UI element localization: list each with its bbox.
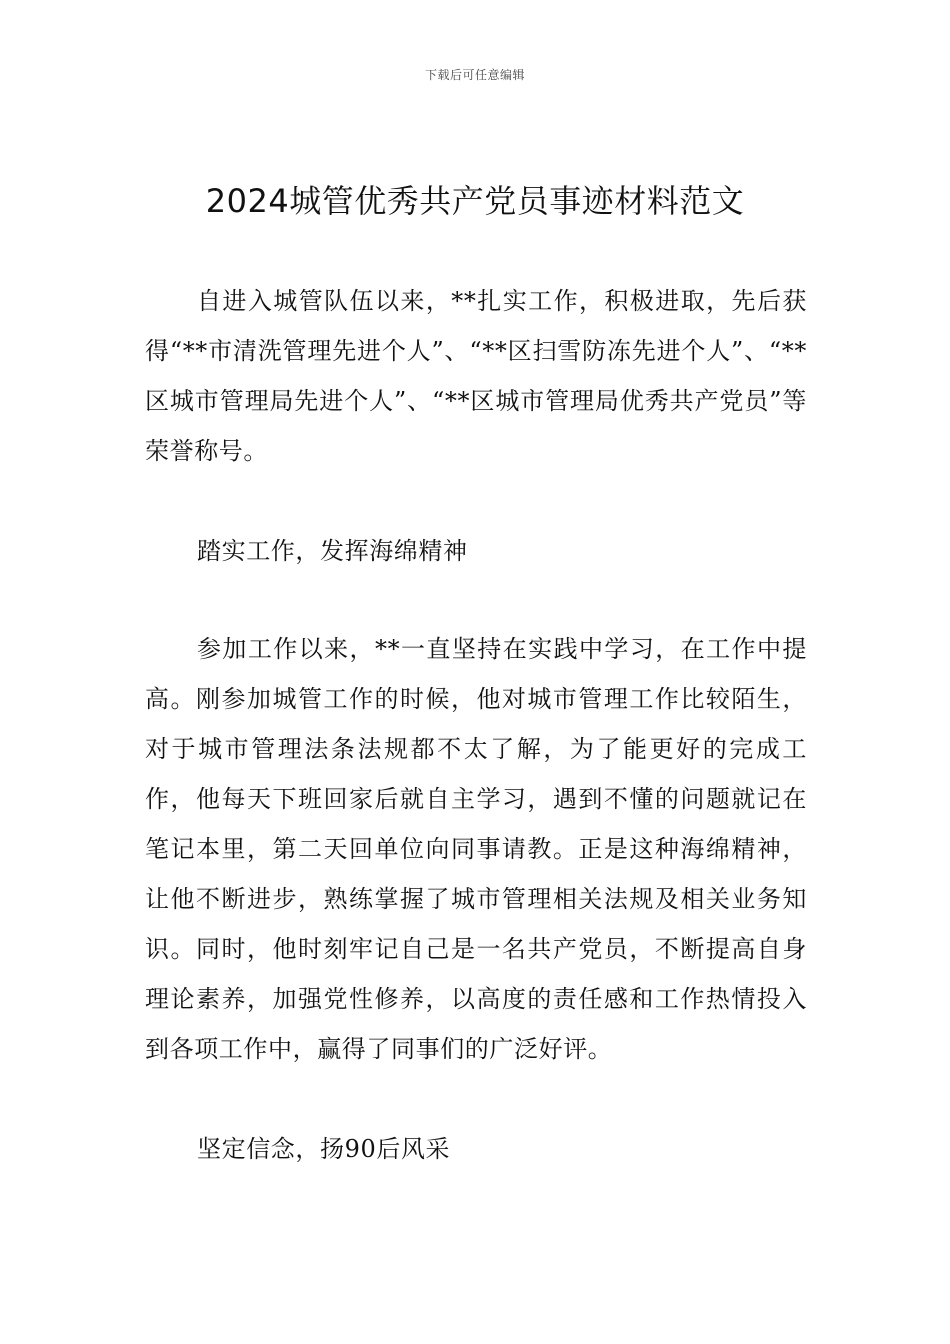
section-heading-1: 踏实工作，发挥海绵精神 — [197, 537, 468, 565]
document-title: 2024城管优秀共产党员事迹材料范文 — [205, 182, 745, 220]
paragraph-intro: 自进入城管队伍以来，**扎实工作，积极进取，先后获得“**市清洗管理先进个人”、“**区扫雪防冻先进个人”、“**区城市管理局先进个人”、“**区城市管理局优秀共产党员”等荣誉称号。 — [145, 287, 807, 465]
document-body — [145, 276, 807, 1174]
paragraph-section-1: 参加工作以来，**一直坚持在实践中学习，在工作中提高。刚参加城管工作的时候，他对城市管理工作比较陌生，对于城市管理法条法规都不太了解，为了能更好的完成工作，他每天下班回家后就自主学习，遇到不懂的问题就记在笔记本里，第二天回单位向同事请教。正是这种海绵精神，让他不断进步，熟练掌握了城市管理相关法规及相关业务知识。同时，他时刻牢记自己是一名共产党员，不断提高自身理论素养，加强党性修养，以高度的责任感和工作热情投入到各项工作中，赢得了同事们的广泛好评。 — [145, 635, 807, 1063]
section-heading-2: 坚定信念，扬90后风采 — [197, 1135, 451, 1163]
header-note: 下载后可任意编辑 — [424, 68, 525, 82]
